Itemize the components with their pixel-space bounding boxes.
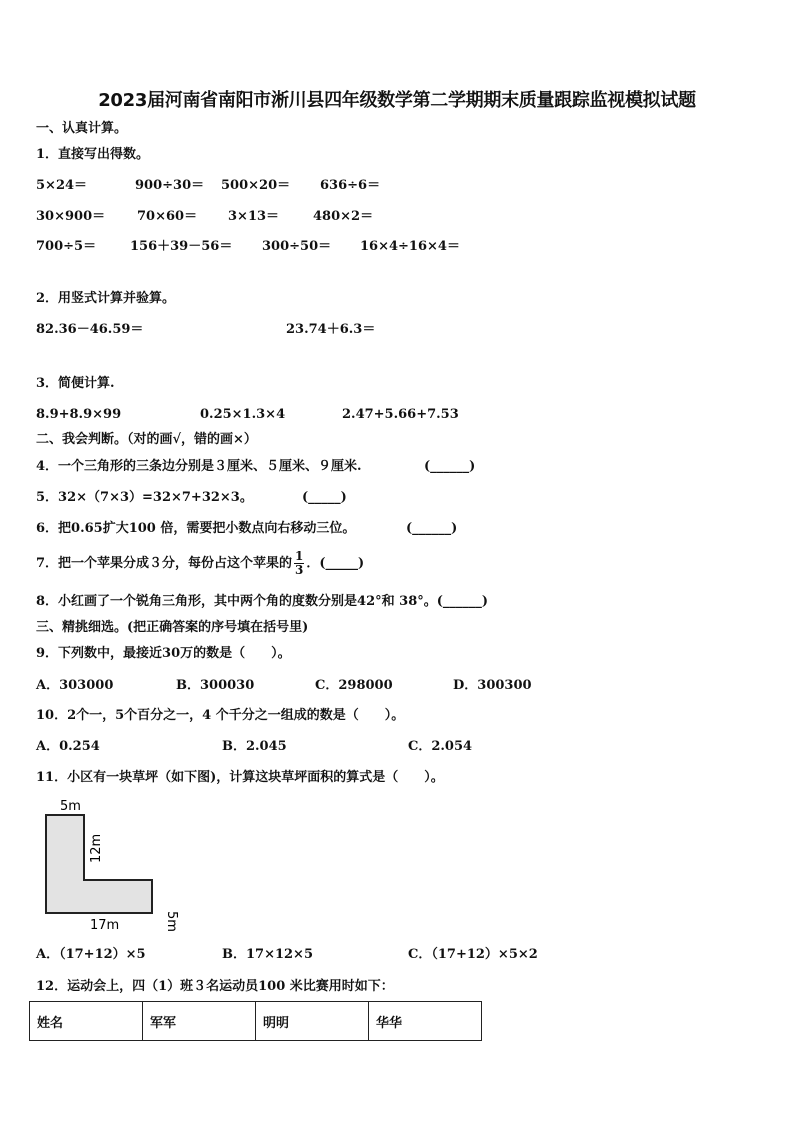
- q9-option-b[interactable]: B．300030: [176, 678, 255, 693]
- q10-label: 10．2个一，5个百分之一，4 个千分之一组成的数是（ ）。: [36, 708, 405, 723]
- q11-option-b[interactable]: B．17×12×5: [222, 947, 314, 962]
- q1-r2-c1: 30×900＝: [36, 209, 106, 224]
- q1-r1-c1: 5×24＝: [36, 178, 88, 193]
- q10-option-c[interactable]: C．2.054: [408, 739, 473, 754]
- q3-item-3: 2.47+5.66+7.53: [342, 407, 459, 422]
- q7-text: 7．把一个苹果分成３分，每份占这个苹果的: [36, 556, 293, 571]
- q1-label: 1．直接写出得数。: [36, 147, 150, 162]
- q3-label: 3．简便计算.: [36, 376, 115, 391]
- table-cell-mingming: 明明: [256, 1002, 369, 1041]
- q1-r1-c4: 636÷6＝: [320, 178, 381, 193]
- page-title: 2023届河南省南阳市淅川县四年级数学第二学期期末质量跟踪监视模拟试题: [98, 90, 696, 111]
- lawn-figure: [36, 795, 179, 935]
- q1-r1-c2: 900÷30＝: [135, 178, 205, 193]
- q6-text: 6．把0.65扩大100 倍，需要把小数点向右移动三位。: [36, 521, 356, 536]
- table-cell-junjun: 军军: [143, 1002, 256, 1041]
- section-2-heading: 二、我会判断。（对的画√，错的画×）: [36, 432, 257, 447]
- q1-r2-c2: 70×60＝: [137, 209, 198, 224]
- fig-label-right: 5m: [164, 911, 179, 932]
- q12-table: [29, 1001, 482, 1041]
- q1-r2-c3: 3×13＝: [228, 209, 280, 224]
- q7-fraction-den: 3: [295, 563, 304, 577]
- fig-label-top: 5m: [60, 799, 81, 814]
- q7-answer-blank[interactable]: ．(_____): [306, 556, 365, 571]
- q2-item-2: 23.74＋6.3＝: [286, 322, 376, 337]
- q5-text: 5．32×（7×3）=32×7+32×3。: [36, 490, 253, 505]
- q2-label: 2．用竖式计算并验算。: [36, 291, 176, 306]
- lawn-l-shape: [46, 815, 152, 913]
- q2-item-1: 82.36－46.59＝: [36, 322, 144, 337]
- q6-answer-blank[interactable]: (______): [406, 521, 458, 536]
- q8-text: 8．小红画了一个锐角三角形，其中两个角的度数分别是42°和 38°。(______): [36, 594, 489, 609]
- q1-r3-c1: 700÷5＝: [36, 239, 97, 254]
- section-3-heading: 三、精挑细选。(把正确答案的序号填在括号里): [36, 620, 309, 635]
- table-row: [30, 1002, 482, 1041]
- fig-label-height: 12m: [89, 833, 104, 863]
- fig-label-bottom: 17m: [90, 918, 120, 933]
- q4-answer-blank[interactable]: (______): [424, 459, 476, 474]
- q11-label: 11．小区有一块草坪（如下图)，计算这块草坪面积的算式是（ ）。: [36, 770, 444, 785]
- table-cell-name-header: 姓名: [30, 1002, 143, 1041]
- q1-r3-c2: 156＋39－56＝: [130, 239, 233, 254]
- q1-r1-c3: 500×20＝: [221, 178, 291, 193]
- q9-option-c[interactable]: C．298000: [315, 678, 393, 693]
- q7-line: [36, 550, 364, 578]
- q10-option-b[interactable]: B．2.045: [222, 739, 287, 754]
- q11-option-a[interactable]: A．（17+12）×5: [36, 947, 146, 962]
- q3-item-2: 0.25×1.3×4: [200, 407, 286, 422]
- q1-r2-c4: 480×2＝: [313, 209, 374, 224]
- q1-r3-c4: 16×4÷16×4＝: [360, 239, 460, 254]
- q3-item-1: 8.9+8.9×99: [36, 407, 122, 422]
- q4-text: 4．一个三角形的三条边分别是３厘米、５厘米、９厘米.: [36, 459, 362, 474]
- q10-option-a[interactable]: A．0.254: [36, 739, 100, 754]
- q7-fraction-num: 1: [295, 549, 304, 563]
- q7-fraction: [294, 550, 304, 577]
- section-1-heading: 一、认真计算。: [36, 121, 128, 136]
- q9-option-d[interactable]: D．300300: [453, 678, 532, 693]
- q9-label: 9．下列数中，最接近30万的数是（ ）。: [36, 646, 291, 661]
- table-cell-huahua: 华华: [369, 1002, 482, 1041]
- q9-option-a[interactable]: A．303000: [36, 678, 114, 693]
- q1-r3-c3: 300÷50＝: [262, 239, 332, 254]
- q12-label: 12．运动会上，四（1）班３名运动员100 米比赛用时如下：: [36, 979, 394, 994]
- q5-answer-blank[interactable]: (_____): [302, 490, 347, 505]
- q11-option-c[interactable]: C．（17+12）×5×2: [408, 947, 538, 962]
